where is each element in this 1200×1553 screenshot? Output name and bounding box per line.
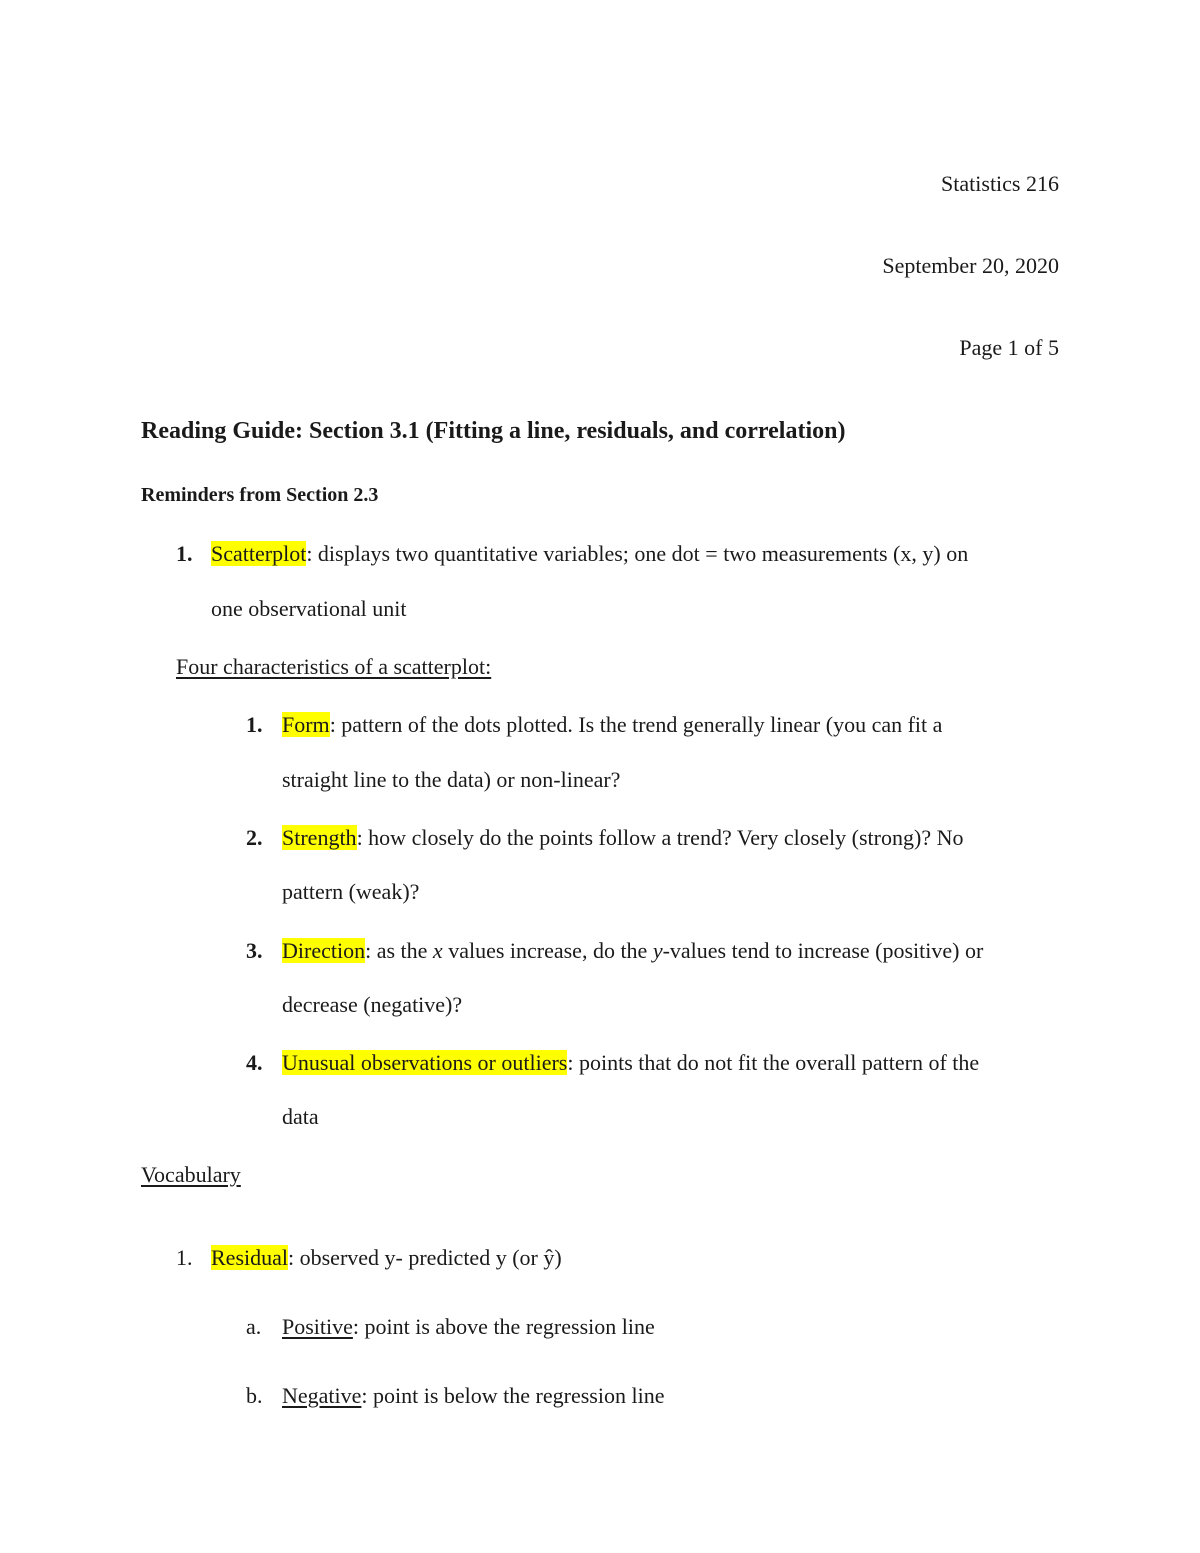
document-date: September 20, 2020 (882, 253, 1059, 278)
definition-continuation: decrease (negative)? (282, 992, 463, 1017)
list-item-text: Strength: how closely do the points follow a trend? Very closely (strong)? No (282, 825, 964, 850)
list-number: 1. (246, 712, 263, 737)
list-item-text: Residual: observed y- predicted y (or ŷ) (211, 1245, 562, 1270)
list-item-text: Direction: as the x values increase, do the y-values tend to increase (positive) or (282, 938, 984, 963)
sub-list-item: Positive: point is above the regression line (282, 1314, 655, 1339)
definition-continuation: pattern (weak)? (282, 879, 420, 904)
course-name: Statistics 216 (941, 171, 1059, 196)
definition-continuation: straight line to the data) or non-linear? (282, 767, 621, 792)
list-number: 2. (246, 825, 263, 850)
definition-continuation: data (282, 1104, 319, 1129)
list-number: 3. (246, 938, 263, 963)
reminders-heading: Reminders from Section 2.3 (141, 484, 379, 506)
page-number: Page 1 of 5 (959, 335, 1059, 360)
sub-list-item: Negative: point is below the regression line (282, 1383, 665, 1408)
term-strength: Strength (282, 825, 357, 850)
term-positive: Positive (282, 1314, 353, 1339)
list-number: 1. (176, 1245, 193, 1270)
definition-text: : displays two quantitative variables; one dot = two measurements (x, y) on (306, 541, 969, 566)
term-scatterplot: Scatterplot (211, 541, 307, 566)
list-item (176, 541, 193, 567)
characteristics-heading: Four characteristics of a scatterplot: (176, 654, 492, 679)
vocabulary-heading: Vocabulary (141, 1162, 241, 1187)
term-outliers: Unusual observations or outliers (282, 1050, 568, 1075)
document-title: Reading Guide: Section 3.1 (Fitting a line, residuals, and correlation) (141, 418, 846, 444)
term-residual: Residual (211, 1245, 288, 1270)
list-item-text (211, 541, 968, 567)
list-item-text: Form: pattern of the dots plotted. Is the trend generally linear (you can fit a (282, 712, 943, 737)
sub-list-letter: a. (246, 1314, 262, 1339)
term-negative: Negative (282, 1383, 362, 1408)
term-direction: Direction (282, 938, 366, 963)
list-number: 4. (246, 1050, 263, 1075)
sub-list-letter: b. (246, 1383, 263, 1408)
list-number: 1. (176, 541, 193, 566)
list-item-text: Unusual observations or outliers: points that do not fit the overall pattern of the (282, 1050, 980, 1075)
definition-continuation: one observational unit (211, 596, 407, 621)
term-form: Form (282, 712, 330, 737)
